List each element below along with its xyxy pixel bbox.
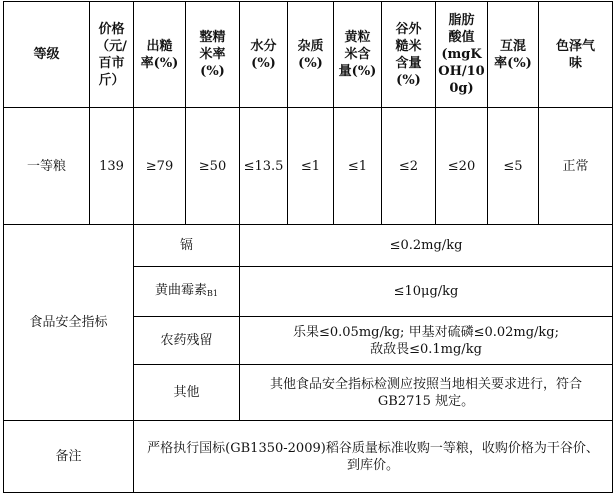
cell-mixing: ≤5 [488,108,539,225]
remarks-text: 严格执行国标(GB1350-2009)稻谷质量标准收购一等粮，收购价格为干谷价、 到库价。 [134,421,613,493]
first-grade-row [4,108,613,225]
safety-item-limit: 其他食品安全指标检测应按照当地相关要求进行，符合 GB2715 规定。 [240,365,613,421]
remarks-label: 备注 [4,421,134,493]
cell-yellow-kernel: ≤1 [334,108,382,225]
safety-item-limit: ≤10μg/kg [240,267,613,317]
header-price: 价格 （元/ 百市 斤） [90,2,134,108]
cell-price: 139 [90,108,134,225]
safety-item-name: 镉 [134,225,240,267]
grain-quality-table [3,1,613,493]
safety-row-cadmium [4,225,613,267]
remarks-row [4,421,613,493]
header-yellow-kernel: 黄粒 米含 量(%) [334,2,382,108]
safety-item-name: 农药残留 [134,317,240,365]
safety-item-name: 黄曲霉素$_{B1}$ [134,267,240,317]
cell-head-rice: ≥50 [186,108,240,225]
cell-husked-in-milled: ≤2 [382,108,436,225]
safety-item-name: 其他 [134,365,240,421]
safety-item-limit: 乐果≤0.05mg/kg; 甲基对硫磷≤0.02mg/kg; 敌敌畏≤0.1mg/kg [240,317,613,365]
header-grade: 等级 [4,2,90,108]
cell-milled-rate: ≥79 [134,108,186,225]
cell-color-odor: 正常 [539,108,613,225]
cell-impurity: ≤1 [288,108,334,225]
safety-item-limit: ≤0.2mg/kg [240,225,613,267]
header-color-odor: 色泽气 味 [539,2,613,108]
header-milled-rate: 出糙 率(%) [134,2,186,108]
cell-fatty-acid: ≤20 [436,108,488,225]
header-fatty-acid: 脂肪 酸值 (mgK OH/10 0g) [436,2,488,108]
header-husked-in-milled: 谷外 糙米 含量 (%) [382,2,436,108]
food-safety-label: 食品安全指标 [4,225,134,421]
header-mixing: 互混 率(%) [488,2,539,108]
cell-grade: 一等粮 [4,108,90,225]
header-row [4,2,613,108]
header-moisture: 水分 (%) [240,2,288,108]
header-head-rice: 整精 米率 (%) [186,2,240,108]
cell-moisture: ≤13.5 [240,108,288,225]
header-impurity: 杂质 (%) [288,2,334,108]
